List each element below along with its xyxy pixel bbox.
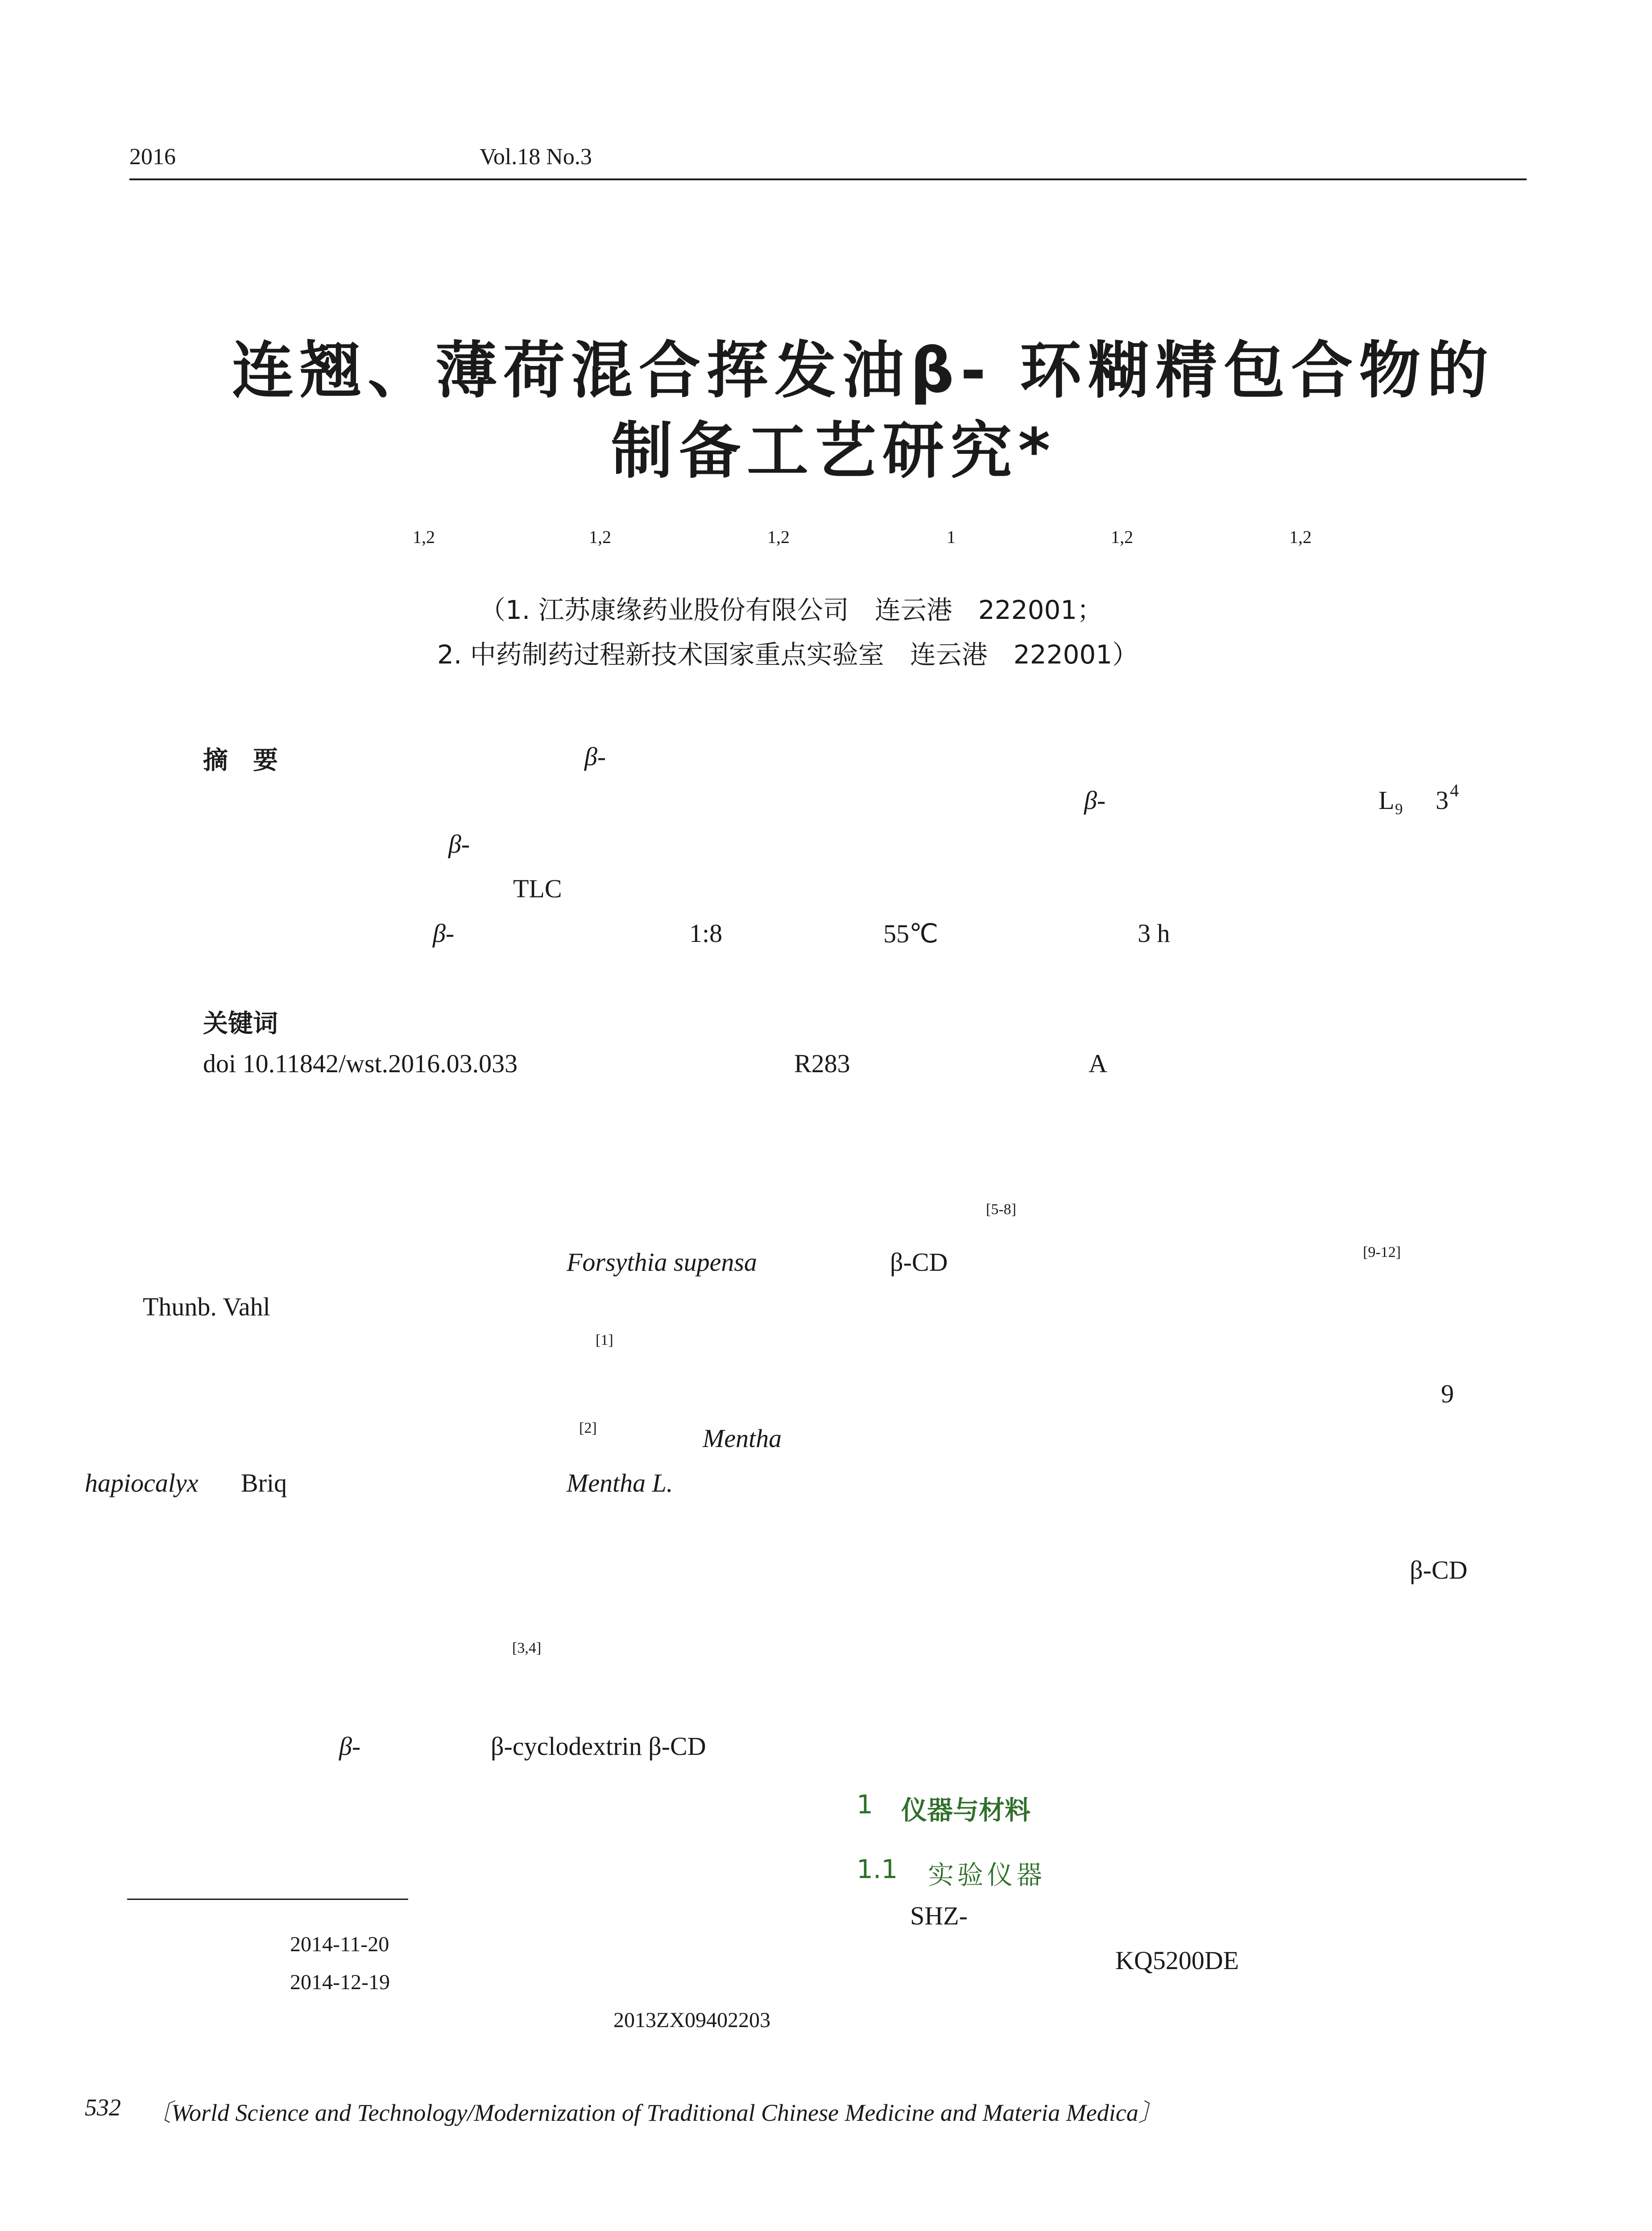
abstract-label: 摘 要: [203, 746, 278, 775]
project-number: 2013ZX09402203: [613, 2008, 770, 2032]
author-superscript: 1: [947, 527, 956, 547]
latin-name: Forsythia supensa: [567, 1248, 757, 1277]
abstract-fragment: β-: [1084, 786, 1106, 815]
latin-name: hapiocalyx: [85, 1468, 199, 1497]
journal-name: 〔World Science and Technology/Modernization of Traditional Chinese Medicine and Materia Medica〕: [147, 2099, 1163, 2126]
citation-ref: [3,4]: [512, 1640, 542, 1656]
body-fragment: 9: [1441, 1379, 1454, 1408]
abstract-fragment: 55℃: [883, 919, 939, 948]
author-superscript: 1,2: [767, 527, 790, 547]
abstract-fragment: 4: [1450, 780, 1459, 800]
latin-name: Mentha L.: [567, 1468, 673, 1497]
body-fragment: Thunb. Vahl: [143, 1292, 270, 1321]
document-code: A: [1089, 1049, 1107, 1078]
doi: doi 10.11842/wst.2016.03.033: [203, 1049, 518, 1078]
title-line-2: 制备工艺研究*: [611, 415, 1057, 487]
body-fragment: β-CD: [890, 1248, 948, 1277]
received-date: 2014-11-20: [290, 1932, 389, 1956]
clc-number: R283: [794, 1049, 850, 1078]
abstract-fragment: 1:8: [689, 919, 723, 948]
section-1-number: 1: [857, 1789, 873, 1820]
citation-ref: [2]: [579, 1420, 597, 1436]
author-superscript: 1,2: [1289, 527, 1312, 547]
revised-date: 2014-12-19: [290, 1970, 390, 1994]
body-fragment: β-cyclodextrin β-CD: [491, 1732, 706, 1761]
citation-ref: [5-8]: [986, 1201, 1016, 1218]
section-1-1-title: 实验仪器: [928, 1860, 1046, 1890]
keywords-label: 关键词: [203, 1009, 278, 1038]
header-volume: Vol.18 No.3: [480, 144, 592, 170]
citation-ref: [9-12]: [1363, 1244, 1401, 1261]
abstract-fragment: TLC: [513, 874, 562, 903]
footnote-rule: [127, 1899, 408, 1900]
title-line-1: 连翘、薄荷混合挥发油β- 环糊精包合物的: [232, 335, 1495, 406]
header-rule: [129, 178, 1527, 180]
abstract-fragment: 3: [1436, 786, 1449, 815]
author-superscript: 1,2: [589, 527, 611, 547]
body-fragment: Briq: [241, 1468, 287, 1497]
abstract-fragment: L₉: [1379, 786, 1404, 815]
author-superscript: 1,2: [413, 527, 435, 547]
section-1-title: 仪器与材料: [901, 1795, 1031, 1825]
header-year: 2016: [129, 144, 176, 170]
body-fragment: β-CD: [1410, 1555, 1468, 1584]
citation-ref: [1]: [596, 1332, 613, 1348]
abstract-fragment: β-: [448, 829, 470, 858]
body-fragment: β-: [339, 1732, 361, 1761]
latin-name: Mentha: [703, 1424, 782, 1453]
instrument-model: KQ5200DE: [1115, 1946, 1239, 1975]
abstract-fragment: β-: [433, 919, 455, 948]
section-1-1-number: 1.1: [857, 1854, 898, 1884]
affiliation-line-1: （1. 江苏康缘药业股份有限公司 连云港 222001；: [480, 595, 1103, 625]
page-number: 532: [85, 2094, 121, 2121]
author-superscript: 1,2: [1111, 527, 1133, 547]
instrument-model: SHZ-: [910, 1901, 968, 1930]
affiliation-line-2: 2. 中药制药过程新技术国家重点实验室 连云港 222001）: [437, 639, 1139, 670]
abstract-fragment: β-: [584, 742, 606, 771]
abstract-fragment: 3 h: [1138, 919, 1170, 948]
